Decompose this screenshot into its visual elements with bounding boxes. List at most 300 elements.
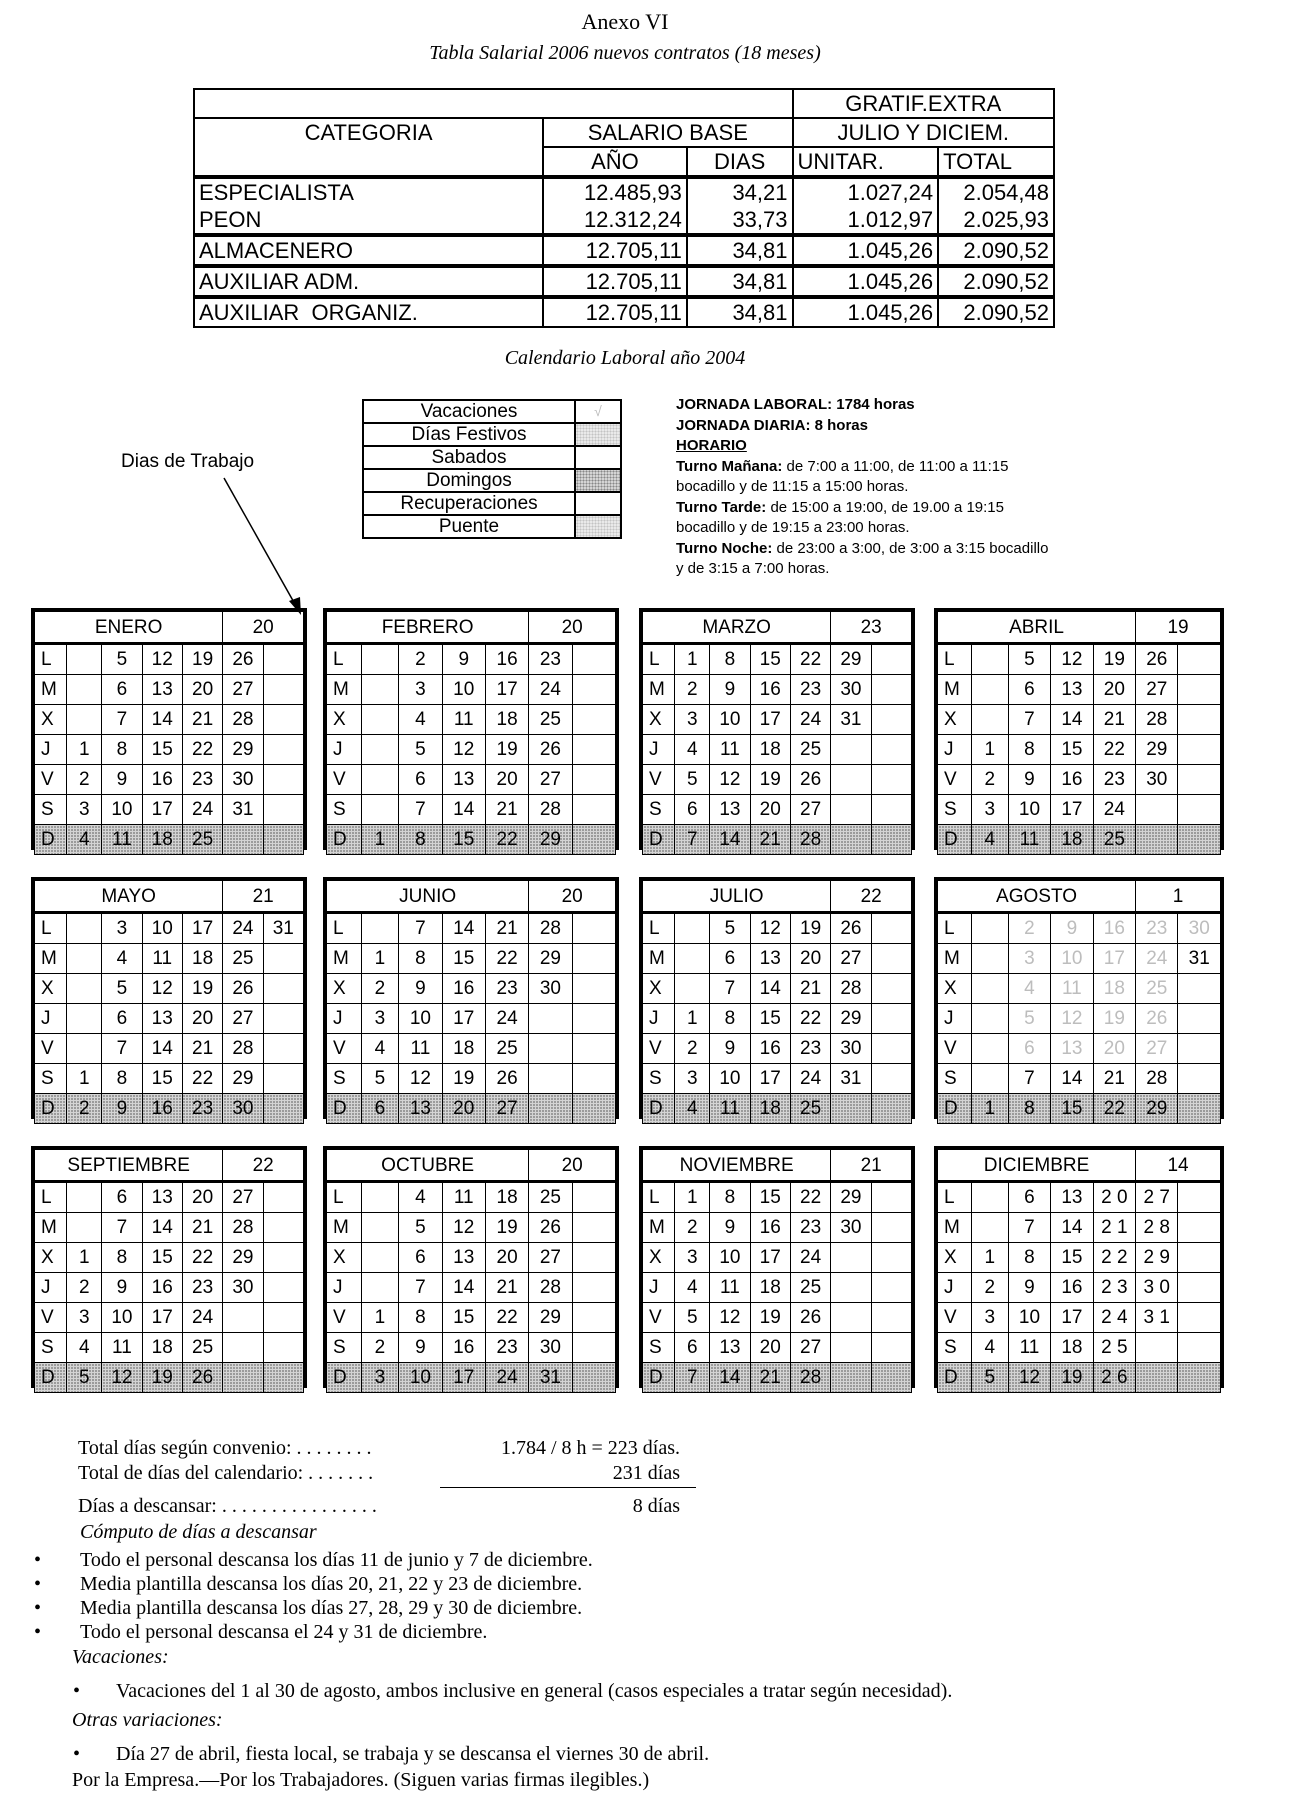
calendar-week-row: [938, 1273, 1221, 1303]
turno-tarde-label: Turno Tarde:: [676, 498, 767, 516]
calendar-day: 24: [182, 1303, 222, 1333]
calendar-day: 30: [1136, 765, 1178, 795]
calendar-day: [1178, 1182, 1221, 1213]
weekday-label: L: [327, 644, 362, 675]
calendar-week-row: [327, 913, 616, 944]
calendar-day: 22: [485, 825, 528, 855]
calendar-day: 30: [223, 1094, 263, 1124]
calendar-day: [67, 675, 102, 705]
calendar-day: 30: [1178, 913, 1221, 944]
calendar-day: 1: [361, 1303, 399, 1333]
calendar-day: [572, 735, 615, 765]
calendar-day: 15: [750, 644, 790, 675]
weekday-label: D: [938, 825, 972, 855]
arrow-icon: [200, 470, 310, 620]
calendar-month-name: NOVIEMBRE: [643, 1150, 831, 1182]
cell-cat: AUXILIAR ORGANIZ.: [194, 297, 543, 327]
calendar-day: 11: [399, 1034, 442, 1064]
calendar-week-row: [643, 765, 912, 795]
calendar-week-row: [35, 825, 304, 855]
calendar-work-days: 20: [529, 1150, 616, 1182]
calendar-day: [871, 705, 911, 735]
turno-noche-label: Turno Noche:: [676, 539, 773, 557]
calendar-day: [572, 974, 615, 1004]
calendar-month-name: ENERO: [35, 612, 223, 644]
calendar-day: 25: [182, 825, 222, 855]
computo-bullet: •: [34, 1549, 42, 1571]
calendar-day: 5: [102, 974, 142, 1004]
weekday-label: J: [35, 1004, 67, 1034]
calendar-day: 11: [710, 735, 750, 765]
calendar-day: 22: [182, 1064, 222, 1094]
calendar-week-row: [938, 735, 1221, 765]
weekday-label: S: [938, 1333, 972, 1363]
calendar-day: 10: [102, 795, 142, 825]
calendar-day: 28: [529, 913, 572, 944]
calendar-day: 19: [750, 765, 790, 795]
arrow-label: Dias de Trabajo: [121, 451, 255, 472]
calendar-day: 1: [675, 644, 710, 675]
calendar-day: 30: [529, 1333, 572, 1363]
calendar-day: 24: [182, 795, 222, 825]
calendar-day: [263, 765, 303, 795]
calendar-month: [323, 608, 619, 850]
calendar-day: 14: [442, 913, 485, 944]
calendar-day: [1178, 1273, 1221, 1303]
calendar-day: 18: [485, 705, 528, 735]
weekday-label: X: [327, 974, 362, 1004]
calendar-day: 22: [485, 1303, 528, 1333]
weekday-label: V: [938, 1034, 972, 1064]
calendar-week-row: [938, 1064, 1221, 1094]
calendar-day: [529, 1064, 572, 1094]
calendar-month: [31, 1146, 307, 1388]
calendar-day: 13: [710, 1333, 750, 1363]
calendar-day: 23: [485, 1333, 528, 1363]
calendar-day: 2: [675, 1213, 710, 1243]
calendar-month: [31, 608, 307, 850]
calendar-day: 20: [182, 675, 222, 705]
calendar-day: 12: [1051, 1004, 1093, 1034]
calendar-day: 3: [675, 705, 710, 735]
calendar-day: 1: [971, 1094, 1008, 1124]
calendar-day: 21: [485, 1273, 528, 1303]
calendar-day: 7: [1008, 1213, 1050, 1243]
calendar-day: 13: [142, 1182, 182, 1213]
weekday-label: D: [35, 1363, 67, 1393]
calendar-day: 4: [675, 735, 710, 765]
calendar-day: 17: [750, 1243, 790, 1273]
calendar-day: 18: [142, 825, 182, 855]
calendar-day: 22: [790, 1004, 830, 1034]
weekday-label: J: [327, 1004, 362, 1034]
calendar-day: 17: [1051, 795, 1093, 825]
calendar-day: 10: [1008, 1303, 1050, 1333]
calendar-day: 4: [1008, 974, 1050, 1004]
calendar-day: 19: [182, 644, 222, 675]
calendar-week-row: [327, 1182, 616, 1213]
weekday-label: M: [938, 1213, 972, 1243]
calendar-day: 3: [675, 1064, 710, 1094]
weekday-label: V: [938, 1303, 972, 1333]
calendar-day: 2: [67, 1273, 102, 1303]
calendar-day: 24: [1136, 944, 1178, 974]
calendar-month-name: OCTUBRE: [327, 1150, 529, 1182]
calendar-day: 4: [67, 1333, 102, 1363]
annex-title: Anexo VI: [581, 9, 669, 34]
calendar-day: 28: [223, 1034, 263, 1064]
calendar-day: 13: [1051, 675, 1093, 705]
calendar-day: 12: [750, 913, 790, 944]
weekday-label: D: [938, 1094, 972, 1124]
cell-ano: 12.312,24: [543, 206, 687, 235]
calendar-day: 11: [102, 1333, 142, 1363]
calendar-day: 10: [442, 675, 485, 705]
legend-puente: Puente: [363, 515, 575, 538]
calendar-week-row: [35, 1034, 304, 1064]
calendar-day: 2 5: [1093, 1333, 1135, 1363]
calendar-day: 21: [182, 1213, 222, 1243]
calendar-day: [263, 1004, 303, 1034]
calendar-day: 18: [750, 1273, 790, 1303]
calendar-week-row: [35, 1303, 304, 1333]
calendar-day: [263, 1182, 303, 1213]
calendar-day: 22: [485, 944, 528, 974]
calendar-day: 7: [1008, 705, 1050, 735]
weekday-label: J: [938, 1004, 972, 1034]
calendar-day: 27: [831, 944, 871, 974]
weekday-label: M: [35, 675, 67, 705]
calendar-day: [675, 913, 710, 944]
calendar-day: 3: [361, 1363, 399, 1393]
total-descansar-label: Días a descansar: . . . . . . . . . . . . . . . .: [78, 1495, 377, 1517]
calendar-day: 15: [750, 1004, 790, 1034]
calendar-week-row: [35, 1064, 304, 1094]
calendar-day: 26: [790, 1303, 830, 1333]
calendar-week-row: [327, 1213, 616, 1243]
weekday-label: L: [938, 1182, 972, 1213]
calendar-day: 8: [710, 1004, 750, 1034]
weekday-label: S: [643, 795, 675, 825]
calendar-day: 5: [1008, 1004, 1050, 1034]
calendar-day: [263, 644, 303, 675]
calendar-day: [831, 765, 871, 795]
calendar-day: 7: [102, 705, 142, 735]
calendar-day: 29: [1136, 735, 1178, 765]
calendar-day: 3: [1008, 944, 1050, 974]
weekday-label: J: [643, 1273, 675, 1303]
cell-unitar: 1.027,24: [793, 177, 939, 206]
calendar-day: 22: [1093, 735, 1135, 765]
weekday-label: L: [327, 1182, 362, 1213]
legend-domingos: Domingos: [363, 469, 575, 492]
calendar-week-row: [35, 644, 304, 675]
calendar-day: 29: [529, 944, 572, 974]
calendar-day: 10: [399, 1363, 442, 1393]
calendar-day: 21: [1093, 705, 1135, 735]
calendar-day: 10: [142, 913, 182, 944]
calendar-day: 10: [710, 705, 750, 735]
calendar-day: 23: [529, 644, 572, 675]
legend-puente-swatch: [575, 515, 621, 538]
calendar-day: [871, 944, 911, 974]
calendar-week-row: [643, 1034, 912, 1064]
calendar-day: 31: [1178, 944, 1221, 974]
calendar-day: 26: [1136, 1004, 1178, 1034]
calendar-day: 28: [529, 1273, 572, 1303]
calendar-work-days: 14: [1136, 1150, 1221, 1182]
calendar-day: [572, 675, 615, 705]
calendar-day: 24: [485, 1363, 528, 1393]
calendar-day: 6: [102, 1182, 142, 1213]
calendar-day: [871, 644, 911, 675]
calendar-day: [971, 1213, 1008, 1243]
calendar-day: [572, 1303, 615, 1333]
calendar-week-row: [643, 913, 912, 944]
calendar-day: 22: [1093, 1094, 1135, 1124]
calendar-week-row: [327, 675, 616, 705]
calendar-day: 4: [971, 825, 1008, 855]
calendar-month-name: MAYO: [35, 881, 223, 913]
calendar-day: 2 4: [1093, 1303, 1135, 1333]
salary-header-blank: [194, 89, 793, 118]
calendar-day: [572, 1333, 615, 1363]
calendar-day: 30: [223, 1273, 263, 1303]
calendar-day: 16: [442, 1333, 485, 1363]
calendar-day: [971, 913, 1008, 944]
table-row: [194, 266, 1054, 297]
calendar-day: 24: [790, 1243, 830, 1273]
calendar-week-row: [938, 944, 1221, 974]
calendar-day: 20: [750, 1333, 790, 1363]
calendar-day: [572, 1213, 615, 1243]
computo-item: Media plantilla descansa los días 20, 21, 22 y 23 de diciembre.: [80, 1573, 583, 1595]
calendar-day: 14: [1051, 705, 1093, 735]
calendar-day: 12: [102, 1363, 142, 1393]
categoria-header: CATEGORIA: [194, 118, 543, 177]
calendar-day: [67, 944, 102, 974]
calendar-day: 13: [442, 765, 485, 795]
weekday-label: D: [327, 1094, 362, 1124]
calendar-week-row: [327, 1243, 616, 1273]
calendar-day: 1: [361, 825, 399, 855]
calendar-day: 25: [790, 1094, 830, 1124]
calendar-day: 2 9: [1136, 1243, 1178, 1273]
calendar-day: 20: [485, 1243, 528, 1273]
calendar-day: 11: [442, 705, 485, 735]
turno-manana-text2: bocadillo y de 11:15 a 15:00 horas.: [676, 478, 909, 495]
calendar-day: 28: [223, 705, 263, 735]
calendar-day: 3: [361, 1004, 399, 1034]
calendar-week-row: [643, 974, 912, 1004]
computo-bullet: •: [34, 1597, 42, 1619]
calendar-day: 26: [1136, 644, 1178, 675]
calendar-day: 5: [361, 1064, 399, 1094]
calendar-day: 9: [1008, 765, 1050, 795]
calendar-day: 6: [399, 765, 442, 795]
horario-heading: HORARIO: [676, 437, 747, 454]
calendar-week-row: [643, 1363, 912, 1393]
calendar-day: [361, 1213, 399, 1243]
calendar-day: 21: [485, 913, 528, 944]
calendar-day: 5: [675, 765, 710, 795]
calendar-day: [67, 1213, 102, 1243]
table-row: [194, 177, 1054, 206]
weekday-label: M: [35, 1213, 67, 1243]
calendar-day: 3: [971, 1303, 1008, 1333]
calendar-day: [529, 1094, 572, 1124]
weekday-label: X: [938, 1243, 972, 1273]
calendar-day: [263, 974, 303, 1004]
calendar-day: 24: [529, 675, 572, 705]
calendar-day: [572, 1034, 615, 1064]
calendar-day: 4: [675, 1273, 710, 1303]
weekday-label: M: [643, 944, 675, 974]
jornada-laboral: JORNADA LABORAL: 1784 horas: [676, 396, 915, 413]
footer-signatures: Por la Empresa.—Por los Trabajadores. (Siguen varias firmas ilegibles.): [72, 1769, 650, 1791]
weekday-label: L: [938, 644, 972, 675]
calendar-day: 9: [710, 675, 750, 705]
calendar-day: [1136, 1363, 1178, 1393]
calendar-week-row: [35, 913, 304, 944]
calendar-day: 11: [102, 825, 142, 855]
calendar-day: 6: [675, 1333, 710, 1363]
legend-domingos-swatch: [575, 469, 621, 492]
calendar-day: [831, 1273, 871, 1303]
calendar-day: 3 1: [1136, 1303, 1178, 1333]
calendar-day: 27: [790, 1333, 830, 1363]
calendar-day: [1178, 735, 1221, 765]
calendar-day: [1136, 795, 1178, 825]
calendar-day: 19: [790, 913, 830, 944]
calendar-day: 30: [223, 765, 263, 795]
calendar-week-row: [327, 735, 616, 765]
calendar-week-row: [35, 1273, 304, 1303]
calendar-day: [871, 1363, 911, 1393]
calendar-day: 27: [790, 795, 830, 825]
weekday-label: L: [643, 913, 675, 944]
weekday-label: D: [643, 825, 675, 855]
calendar-day: 9: [710, 1213, 750, 1243]
calendar-work-days: 20: [223, 612, 304, 644]
calendar-week-row: [938, 825, 1221, 855]
calendar-day: 5: [675, 1303, 710, 1333]
calendar-day: 9: [1008, 1273, 1050, 1303]
calendar-day: [263, 675, 303, 705]
calendar-day: 16: [1051, 765, 1093, 795]
calendar-day: 22: [182, 1243, 222, 1273]
calendar-day: [871, 1004, 911, 1034]
turno-tarde-text2: bocadillo y de 19:15 a 23:00 horas.: [676, 519, 910, 536]
cell-dias: 34,81: [687, 235, 793, 266]
weekday-label: S: [643, 1333, 675, 1363]
calendar-week-row: [327, 705, 616, 735]
turno-noche-text: de 23:00 a 3:00, de 3:00 a 3:15 bocadillo: [772, 539, 1049, 557]
calendar-day: 2 8: [1136, 1213, 1178, 1243]
calendar-day: [1136, 825, 1178, 855]
cell-ano: 12.485,93: [543, 177, 687, 206]
calendar-day: 9: [102, 765, 142, 795]
calendar-day: [871, 1182, 911, 1213]
calendar-day: 29: [529, 825, 572, 855]
weekday-label: S: [643, 1064, 675, 1094]
weekday-label: X: [35, 1243, 67, 1273]
calendar-day: 24: [790, 705, 830, 735]
calendar-week-row: [938, 705, 1221, 735]
calendar-day: 10: [710, 1064, 750, 1094]
calendar-day: 3 0: [1136, 1273, 1178, 1303]
calendar-day: 1: [361, 944, 399, 974]
salary-table: [193, 88, 1055, 328]
calendar-day: 19: [182, 974, 222, 1004]
calendar-day: 28: [529, 795, 572, 825]
calendar-week-row: [35, 1094, 304, 1124]
calendar-day: 17: [142, 795, 182, 825]
calendar-day: [1178, 1213, 1221, 1243]
calendar-day: [361, 675, 399, 705]
weekday-label: S: [35, 1333, 67, 1363]
calendar-day: 3: [67, 1303, 102, 1333]
calendar-day: [361, 1243, 399, 1273]
calendar-week-row: [35, 1182, 304, 1213]
calendar-day: [1178, 795, 1221, 825]
calendar-day: 7: [102, 1213, 142, 1243]
calendar-day: [971, 974, 1008, 1004]
calendar-day: 5: [710, 913, 750, 944]
calendar-day: 5: [399, 735, 442, 765]
calendar-day: 26: [529, 1213, 572, 1243]
calendar-day: [572, 944, 615, 974]
calendar-month-name: FEBRERO: [327, 612, 529, 644]
calendar-day: 19: [442, 1064, 485, 1094]
ano-header: AÑO: [543, 147, 687, 177]
calendar-week-row: [938, 1034, 1221, 1064]
calendar-title: Calendario Laboral año 2004: [504, 347, 746, 369]
calendar-day: 23: [790, 1213, 830, 1243]
weekday-label: X: [327, 705, 362, 735]
totals-divider: [440, 1487, 696, 1488]
calendar-day: 13: [1051, 1182, 1093, 1213]
calendar-day: 17: [1051, 1303, 1093, 1333]
calendar-day: 10: [710, 1243, 750, 1273]
calendar-day: [971, 1064, 1008, 1094]
calendar-week-row: [35, 1004, 304, 1034]
calendar-day: [263, 1094, 303, 1124]
weekday-label: V: [643, 765, 675, 795]
calendar-week-row: [643, 1182, 912, 1213]
calendar-day: 16: [142, 1094, 182, 1124]
cell-cat: ESPECIALISTA: [194, 177, 543, 206]
calendar-day: [263, 1363, 303, 1393]
calendar-day: [871, 765, 911, 795]
weekday-label: V: [35, 1034, 67, 1064]
calendar-day: 18: [142, 1333, 182, 1363]
calendar-day: 8: [399, 825, 442, 855]
calendar-day: 20: [1093, 675, 1135, 705]
weekday-label: M: [35, 944, 67, 974]
calendar-day: 28: [223, 1213, 263, 1243]
cell-dias: 34,81: [687, 297, 793, 327]
calendar-week-row: [643, 735, 912, 765]
calendar-day: 19: [485, 1213, 528, 1243]
calendar-day: [1178, 644, 1221, 675]
weekday-label: X: [938, 974, 972, 1004]
calendar-month-name: ABRIL: [938, 612, 1136, 644]
calendar-week-row: [643, 825, 912, 855]
calendar-day: [67, 1182, 102, 1213]
calendar-work-days: 21: [831, 1150, 912, 1182]
calendar-week-row: [327, 825, 616, 855]
